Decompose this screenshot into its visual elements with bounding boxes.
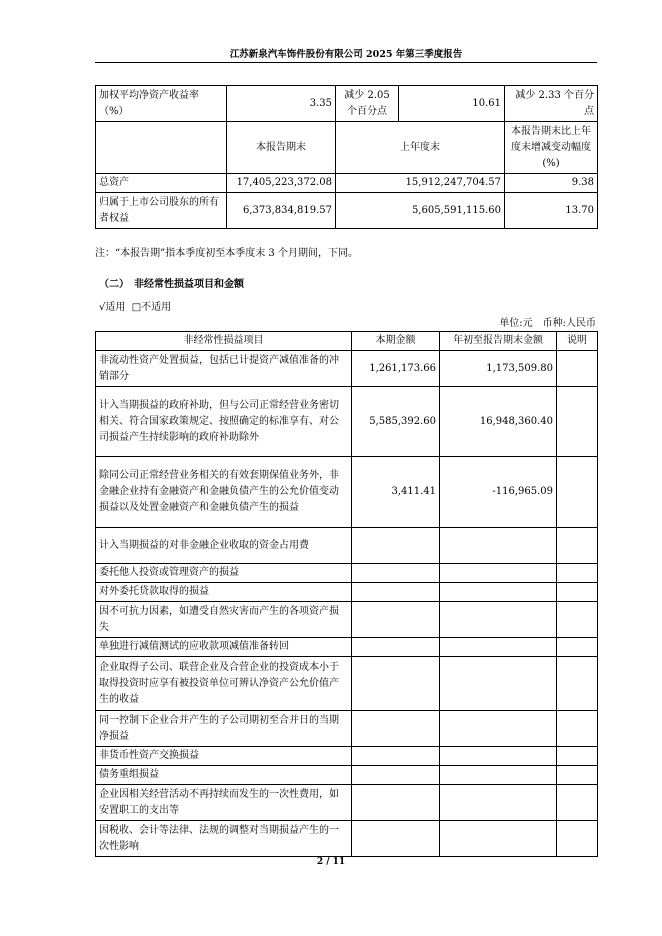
row-label: 归属于上市公司股东的所有者权益	[96, 193, 227, 229]
ytd-amount	[440, 564, 557, 583]
ytd-amount	[440, 766, 557, 785]
item-label: 因税收、会计等法律、法规的调整对当期损益产生的一次性影响	[96, 821, 352, 857]
financial-indicators-table	[95, 85, 598, 229]
prior-year-end-value: 15,912,247,704.57	[336, 174, 505, 193]
item-label: 计入当期损益的政府补助，但与公司正常经营业务密切相关、符合国家政策规定、按照确定的标准享有、对公司损益产生持续影响的政府补助除外	[96, 387, 352, 457]
current-amount	[352, 583, 440, 602]
header-change-pct: 本报告期末比上年度末增减变动幅度(%)	[505, 122, 598, 174]
header-item: 非经常性损益项目	[96, 332, 352, 351]
ytd-amount: 16,948,360.40	[440, 387, 557, 457]
current-amount	[352, 602, 440, 638]
item-label: 非货币性资产交换损益	[96, 747, 352, 766]
header-period-end: 本报告期末	[227, 122, 336, 174]
item-note	[557, 638, 598, 657]
table-row	[96, 638, 598, 657]
empty-header-cell	[96, 122, 227, 174]
ytd-amount	[440, 657, 557, 711]
header-ytd: 年初至报告期末金额	[440, 332, 557, 351]
section-title: （二） 非经常性损益项目和金额	[99, 279, 244, 290]
roe-ytd: 10.61	[399, 86, 505, 122]
table-header-row	[96, 122, 598, 174]
currency-unit: 单位:元 币种:人民币	[499, 318, 596, 329]
applicable-checked: √适用	[99, 302, 126, 313]
ytd-amount	[440, 711, 557, 747]
ytd-amount: -116,965.09	[440, 457, 557, 528]
table-row	[96, 766, 598, 785]
table-row	[96, 86, 598, 122]
applicability-options	[99, 298, 171, 313]
header-current: 本期金额	[352, 332, 440, 351]
change-pct-value: 9.38	[505, 174, 598, 193]
ytd-amount	[440, 583, 557, 602]
ytd-amount	[440, 638, 557, 657]
item-label: 债务重组损益	[96, 766, 352, 785]
item-note	[557, 711, 598, 747]
header-note: 说明	[557, 332, 598, 351]
not-applicable-unchecked: □不适用	[131, 302, 172, 313]
ytd-amount	[440, 821, 557, 857]
table-row	[96, 821, 598, 857]
item-label: 同一控制下企业合并产生的子公司期初至合并日的当期净损益	[96, 711, 352, 747]
non-recurring-items-table	[95, 331, 598, 857]
table-header-row	[96, 332, 598, 351]
table-row	[96, 351, 598, 387]
table-row	[96, 193, 598, 229]
item-note	[557, 387, 598, 457]
table-row	[96, 711, 598, 747]
roe-label: 加权平均净资产收益率（%）	[96, 86, 227, 122]
current-amount	[352, 766, 440, 785]
period-end-value: 17,405,223,372.08	[227, 174, 336, 193]
period-end-value: 6,373,834,819.57	[227, 193, 336, 229]
item-label: 对外委托贷款取得的损益	[96, 583, 352, 602]
table-row	[96, 457, 598, 528]
item-label: 计入当期损益的对非金融企业收取的资金占用费	[96, 528, 352, 564]
header-prior-year-end: 上年度末	[336, 122, 505, 174]
item-note	[557, 583, 598, 602]
item-note	[557, 747, 598, 766]
current-amount	[352, 785, 440, 821]
item-note	[557, 785, 598, 821]
item-note	[557, 564, 598, 583]
table-row	[96, 785, 598, 821]
item-note	[557, 602, 598, 638]
current-amount: 3,411.41	[352, 457, 440, 528]
report-header: 江苏新泉汽车饰件股份有限公司 2025 年第三季度报告	[229, 49, 463, 60]
item-label: 委托他人投资或管理资产的损益	[96, 564, 352, 583]
item-note	[557, 766, 598, 785]
current-amount	[352, 711, 440, 747]
current-amount	[352, 528, 440, 564]
ytd-amount	[440, 602, 557, 638]
current-amount	[352, 638, 440, 657]
item-label: 企业取得子公司、联营企业及合营企业的投资成本小于取得投资时应享有被投资单位可辨认净资产公允价值产生的收益	[96, 657, 352, 711]
current-amount	[352, 821, 440, 857]
ytd-amount: 1,173,509.80	[440, 351, 557, 387]
table-row	[96, 387, 598, 457]
table-row	[96, 174, 598, 193]
item-label: 单独进行减值测试的应收款项减值准备转回	[96, 638, 352, 657]
current-amount: 5,585,392.60	[352, 387, 440, 457]
item-label: 非流动性资产处置损益，包括已计提资产减值准备的冲销部分	[96, 351, 352, 387]
table-row	[96, 528, 598, 564]
table-row	[96, 747, 598, 766]
item-label: 企业因相关经营活动不再持续而发生的一次性费用，如安置职工的支出等	[96, 785, 352, 821]
item-label: 因不可抗力因素，如遭受自然灾害而产生的各项资产损失	[96, 602, 352, 638]
ytd-amount	[440, 747, 557, 766]
current-amount	[352, 564, 440, 583]
item-label: 除同公司正常经营业务相关的有效套期保值业务外，非金融企业持有金融资产和金融负债产生的公允价值变动损益以及处置金融资产和金融负债产生的损益	[96, 457, 352, 528]
ytd-amount	[440, 528, 557, 564]
change-pct-value: 13.70	[505, 193, 598, 229]
roe-current-change: 减少 2.05 个百分点	[336, 86, 399, 122]
item-note	[557, 821, 598, 857]
current-amount	[352, 657, 440, 711]
current-amount	[352, 747, 440, 766]
header-divider	[95, 62, 597, 63]
item-note	[557, 528, 598, 564]
footnote: 注：“本报告期”指本季度初至本季度末 3 个月期间，下同。	[95, 248, 358, 259]
roe-ytd-change: 减少 2.33 个百分点	[505, 86, 598, 122]
roe-current: 3.35	[227, 86, 336, 122]
table-row	[96, 657, 598, 711]
row-label: 总资产	[96, 174, 227, 193]
item-note	[557, 351, 598, 387]
page-number: 2 / 11	[316, 857, 346, 867]
non-recurring-items-body	[96, 351, 598, 857]
ytd-amount	[440, 785, 557, 821]
current-amount: 1,261,173.66	[352, 351, 440, 387]
table-row	[96, 583, 598, 602]
item-note	[557, 657, 598, 711]
prior-year-end-value: 5,605,591,115.60	[336, 193, 505, 229]
table-row	[96, 602, 598, 638]
item-note	[557, 457, 598, 528]
table-row	[96, 564, 598, 583]
